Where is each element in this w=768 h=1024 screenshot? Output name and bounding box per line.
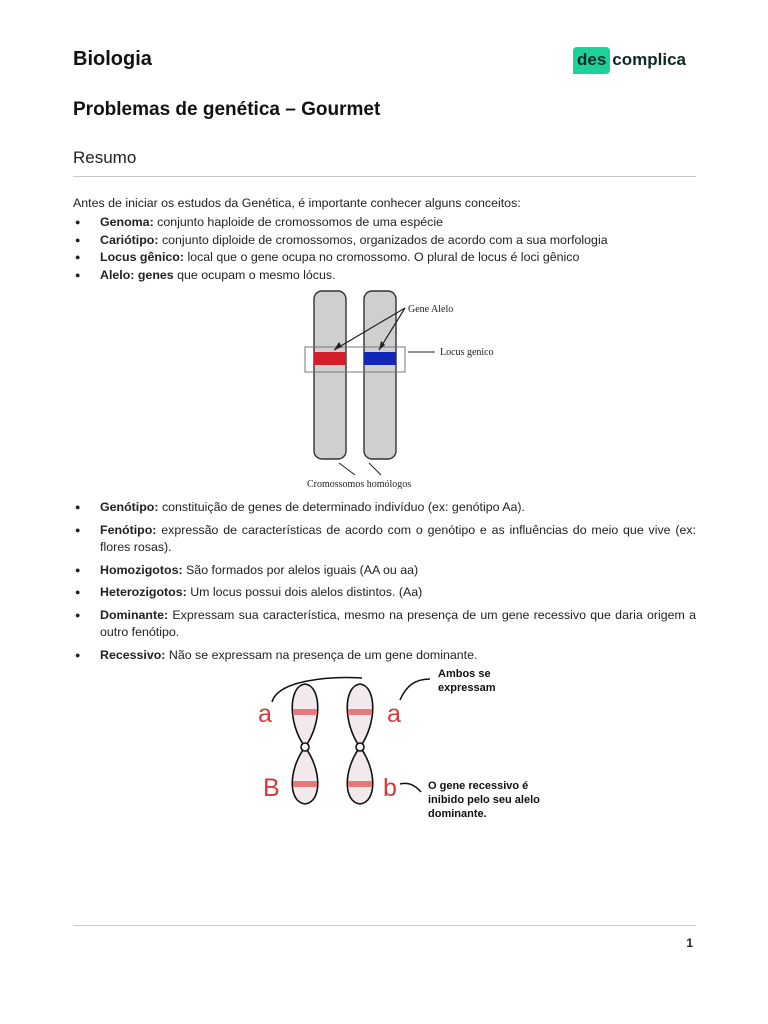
gene-allele-label: Gene Alelo: [408, 304, 454, 315]
logo-highlight: des: [573, 47, 610, 74]
locus-label: Locus genico: [440, 347, 494, 358]
list-item: [73, 562, 696, 580]
gene-red-band: [314, 352, 346, 365]
term: Homozigotos:: [100, 562, 183, 577]
concepts-list-1: [73, 214, 608, 284]
list-item: [73, 647, 696, 665]
definition: que ocupam o mesmo lócus.: [173, 267, 336, 282]
definition: local que o gene ocupa no cromossomo. O plural de locus é loci gênico: [184, 250, 580, 264]
list-item: [73, 607, 696, 642]
definition: expressão de características de acordo com o genótipo e as influências do meio que vive (ex: flores rosas).: [100, 522, 696, 554]
bullet-icon: ●: [75, 609, 81, 620]
definition: Não se expressam na presença de um gene dominante.: [165, 647, 478, 662]
definition: Um locus possui dois alelos distintos. (Aa): [186, 585, 423, 599]
page-number: 1: [686, 936, 693, 950]
term: Cariótipo:: [100, 232, 159, 247]
bullet-icon: ●: [75, 587, 81, 597]
definition: Expressam sua característica, mesmo na presença de um gene recessivo que daria origem a outro fenótipo.: [100, 607, 696, 639]
term: Heterozigotos:: [100, 585, 187, 599]
note-recessive-line1: O gene recessivo é: [428, 780, 529, 792]
descomplica-logo: [573, 45, 686, 75]
allele-letter: B: [263, 774, 280, 802]
subject-title: Biologia: [73, 48, 152, 70]
definition: conjunto diploide de cromossomos, organizados de acordo com a sua morfologia: [158, 232, 608, 247]
term: Alelo: genes: [100, 267, 174, 282]
footer-divider: [73, 925, 696, 926]
bullet-icon: ●: [75, 502, 81, 512]
logo-text: complica: [612, 50, 686, 69]
term: Fenótipo:: [100, 522, 157, 537]
bullet-icon: ●: [75, 217, 81, 227]
allele-letter: a: [258, 700, 272, 728]
gene-blue-band: [364, 352, 396, 365]
list-item: [73, 214, 608, 232]
concepts-list-2: [73, 499, 696, 668]
bullet-icon: ●: [75, 269, 81, 280]
definition: São formados por alelos iguais (AA ou aa): [182, 562, 419, 577]
list-item: [73, 499, 696, 517]
term: Locus gênico:: [100, 250, 184, 264]
allele-letter: a: [387, 700, 401, 728]
bullet-icon: ●: [75, 252, 81, 262]
intro-paragraph: Antes de iniciar os estudos da Genética, é importante conhecer alguns conceitos:: [73, 196, 521, 210]
homologs-label: Cromossomos homólogos: [307, 479, 412, 489]
note-both-line2: expressam: [438, 682, 496, 694]
homologous-chromosomes-figure: [295, 287, 505, 489]
term: Genoma:: [100, 215, 154, 229]
dominance-chromosomes-figure: [250, 664, 555, 822]
allele-letter: b: [383, 774, 397, 802]
allele-band: [348, 709, 372, 715]
note-recessive-line2: inibido pelo seu alelo: [428, 794, 540, 806]
term: Dominante:: [100, 607, 169, 622]
note-recessive-line3: dominante.: [428, 808, 487, 820]
allele-band: [348, 781, 372, 787]
document-title: Problemas de genética – Gourmet: [73, 99, 381, 120]
term: Genótipo:: [100, 500, 159, 514]
definition: conjunto haploide de cromossomos de uma espécie: [153, 215, 443, 229]
allele-band: [293, 781, 317, 787]
list-item: [73, 249, 608, 267]
bullet-icon: ●: [75, 524, 81, 535]
bullet-icon: ●: [75, 234, 81, 245]
list-item: [73, 267, 608, 285]
allele-band: [293, 709, 317, 715]
note-both-line1: Ambos se: [438, 668, 491, 680]
term: Recessivo:: [100, 647, 166, 662]
section-heading: Resumo: [73, 148, 137, 167]
bullet-icon: ●: [75, 649, 81, 660]
list-item: [73, 232, 608, 250]
list-item: [73, 522, 696, 557]
list-item: [73, 584, 696, 602]
bullet-icon: ●: [75, 564, 81, 575]
definition: constituição de genes de determinado indivíduo (ex: genótipo Aa).: [158, 500, 525, 514]
section-divider: [73, 176, 696, 177]
